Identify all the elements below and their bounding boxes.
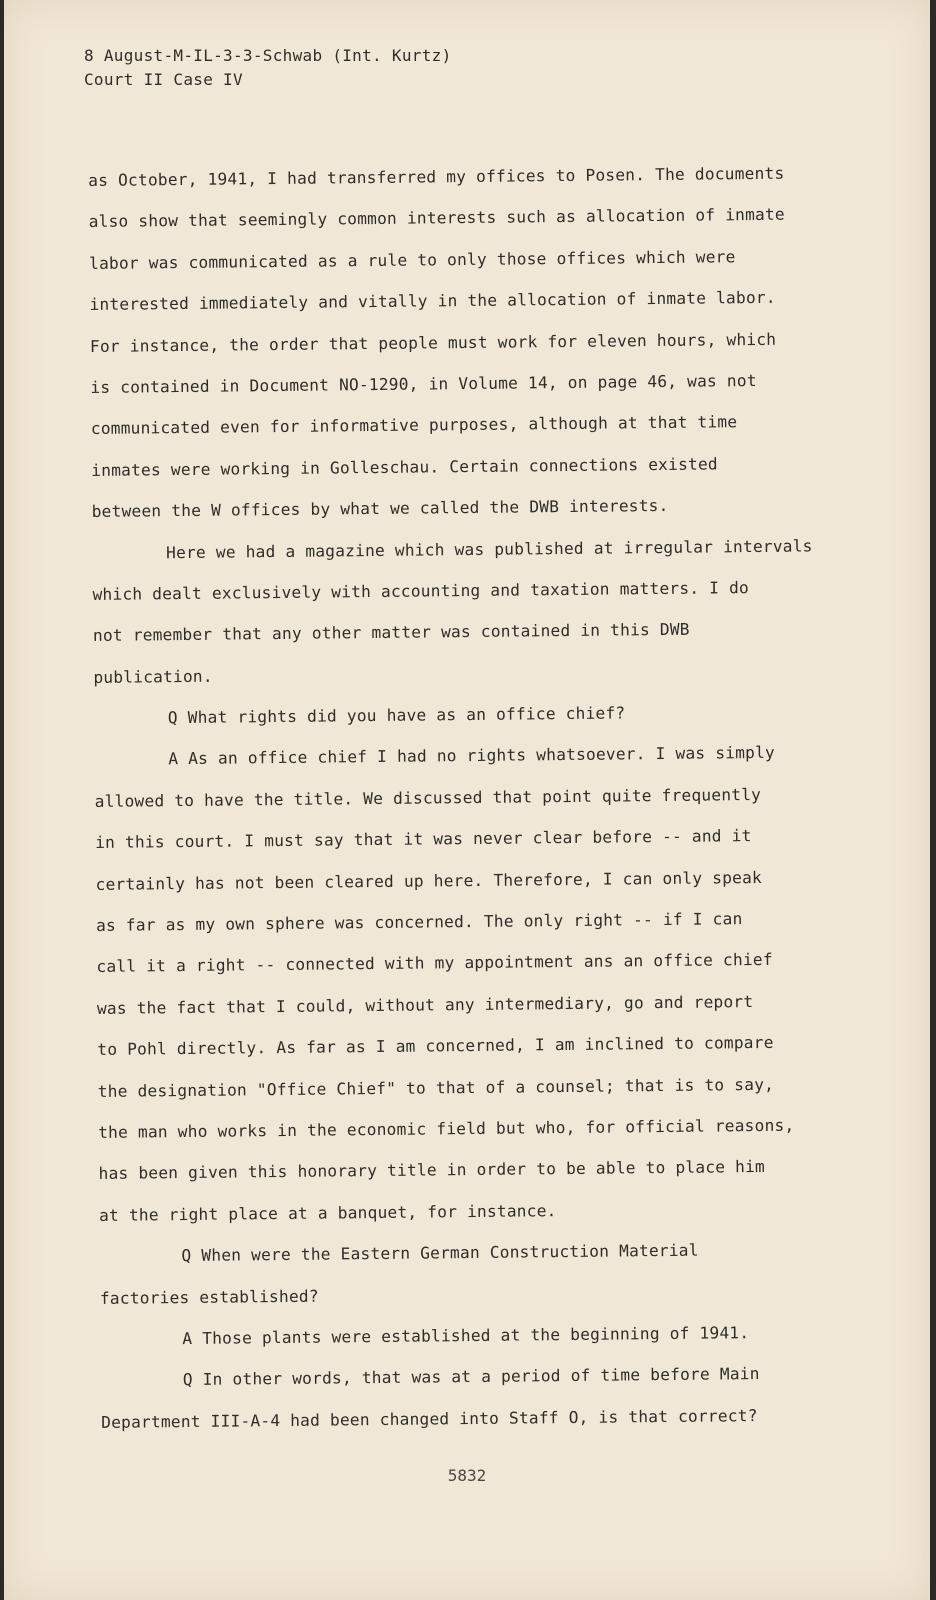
- text-line: is contained in Document NO-1290, in Volume 14, on page 46, was not: [90, 370, 757, 397]
- text-line: Here we had a magazine which was published at irregular intervals: [166, 535, 813, 562]
- header-line-2: Court II Case IV: [84, 70, 243, 89]
- document-header: [84, 44, 452, 92]
- answer-line: A As an office chief I had no rights whatsoever. I was simply: [168, 743, 776, 769]
- text-line: as far as my own sphere was concerned. The only right -- if I can: [95, 909, 743, 935]
- text-line: has been given this honorary title in order to be able to place him: [98, 1157, 766, 1184]
- text-line: at the right place at a banquet, for instance.: [98, 1200, 557, 1225]
- text-line: in this court. I must say that it was never clear before -- and it: [95, 826, 752, 853]
- header-line-1: 8 August-M-IL-3-3-Schwab (Int. Kurtz): [84, 46, 452, 65]
- text-line: Department III-A-4 had been changed into Staff O, is that correct?: [101, 1405, 758, 1432]
- transcript-body: [88, 152, 841, 1443]
- answer-line: A Those plants were established at the beginning of 1941.: [182, 1323, 750, 1349]
- document-page: [4, 0, 930, 1600]
- text-line: communicated even for informative purposes, although at that time: [90, 412, 738, 439]
- text-line: to Pohl directly. As far as I am concerned, I am inclined to compare: [97, 1033, 774, 1060]
- text-line: allowed to have the title. We discussed that point quite frequently: [94, 784, 762, 811]
- page-number: 5832: [447, 1466, 487, 1485]
- text-line: not remember that any other matter was contained in this DWB: [92, 620, 690, 646]
- text-line: which dealt exclusively with accounting and taxation matters. I do: [92, 578, 750, 604]
- text-line: publication.: [93, 666, 213, 687]
- question-line: Q When were the Eastern German Construction Material: [181, 1240, 699, 1266]
- text-line: inmates were working in Golleschau. Certain connections existed: [91, 454, 718, 480]
- text-line: also show that seemingly common interests such as allocation of inmate: [88, 205, 785, 232]
- question-line: Q What rights did you have as an office chief?: [167, 703, 626, 728]
- text-line: the man who works in the economic field but who, for official reasons,: [98, 1115, 795, 1142]
- text-line: as October, 1941, I had transferred my offices to Posen. The documents: [88, 163, 785, 190]
- text-line: certainly has not been cleared up here. Therefore, I can only speak: [95, 867, 763, 894]
- text-line: factories established?: [99, 1286, 319, 1308]
- text-line: For instance, the order that people must work for eleven hours, which: [89, 329, 777, 356]
- text-line: the designation "Office Chief" to that of a counsel; that is to say,: [97, 1074, 775, 1101]
- question-line: Q In other words, that was at a period of time before Main: [182, 1364, 760, 1390]
- text-line: labor was communicated as a rule to only those offices which were: [88, 247, 736, 273]
- text-line: between the W offices by what we called the DWB interests.: [91, 496, 669, 522]
- text-line: call it a right -- connected with my appointment ans an office chief: [96, 950, 773, 977]
- text-line: was the fact that I could, without any intermediary, go and report: [96, 991, 754, 1018]
- text-line: interested immediately and vitally in the allocation of inmate labor.: [89, 287, 776, 315]
